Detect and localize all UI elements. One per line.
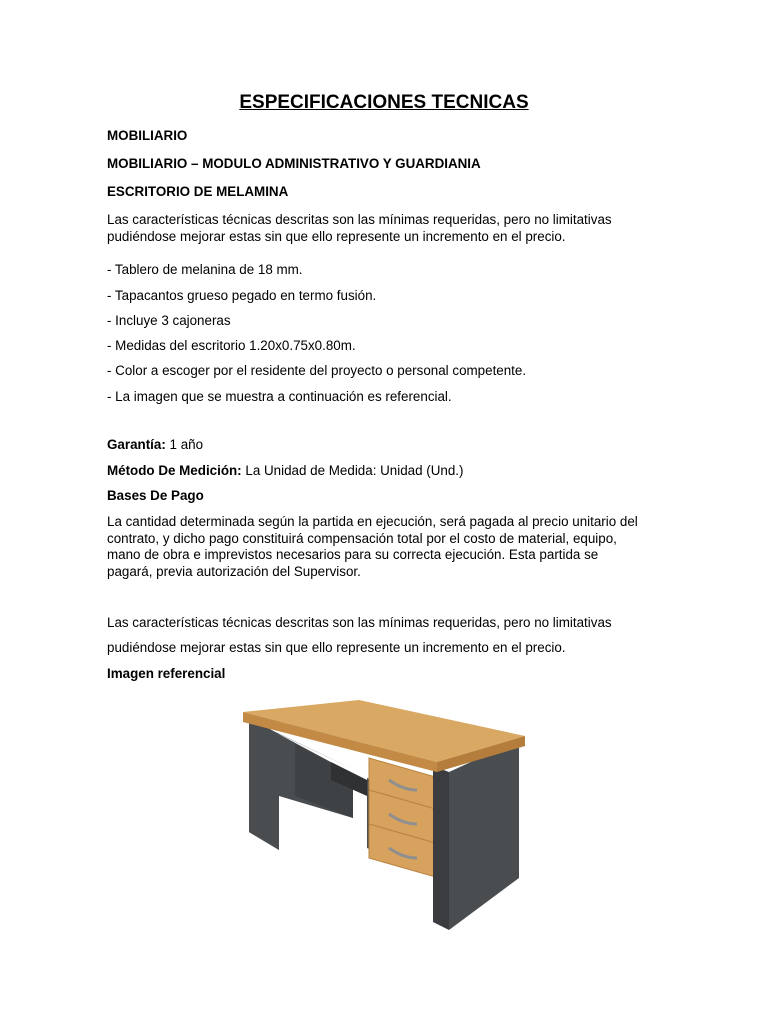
intro-line: pudiéndose mejorar estas sin que ello represente un incremento en el precio. <box>107 228 566 244</box>
bullet-item: - Tablero de melanina de 18 mm. <box>107 262 303 277</box>
item-heading: ESCRITORIO DE MELAMINA <box>107 184 289 199</box>
metodo-label: Método De Medición: <box>107 463 242 478</box>
closing-line: Las características técnicas descritas son las mínimas requeridas, pero no limitativas <box>107 615 612 630</box>
garantia-label: Garantía: <box>107 437 166 452</box>
bases-line: mano de obra e imprevistos necesarios para su correcta ejecución. Esta partida se <box>107 547 599 562</box>
garantia-row <box>107 437 667 453</box>
section-heading: MOBILIARIO <box>107 128 188 143</box>
closing-line: pudiéndose mejorar estas sin que ello represente un incremento en el precio. <box>107 640 566 655</box>
bullet-item: - La imagen que se muestra a continuación es referencial. <box>107 389 452 404</box>
bases-paragraph <box>107 514 667 580</box>
desk-right-panel-side <box>449 740 519 930</box>
intro-line: Las características técnicas descritas son las mínimas requeridas, pero no limitativas <box>107 212 612 227</box>
bases-line: contrato, y dicho pago constituirá compensación total por el costo de material, equipo, <box>107 530 617 546</box>
image-heading: Imagen referencial <box>107 666 226 681</box>
bullet-item: - Color a escoger por el residente del proyecto o personal competente. <box>107 363 527 378</box>
bases-line: La cantidad determinada según la partida en ejecución, será pagada al precio unitario del <box>107 514 638 529</box>
bases-heading: Bases De Pago <box>107 488 204 503</box>
metodo-row <box>107 463 667 479</box>
bullet-item: - Incluye 3 cajoneras <box>107 313 231 328</box>
intro-paragraph <box>107 212 667 245</box>
bases-line: pagará, previa autorización del Supervisor. <box>107 563 361 579</box>
bullet-item: - Medidas del escritorio 1.20x0.75x0.80m. <box>107 338 356 353</box>
metodo-value: La Unidad de Medida: Unidad (Und.) <box>245 463 464 478</box>
desk-right-panel-front <box>433 766 449 930</box>
garantia-value: 1 año <box>169 437 204 452</box>
desk-illustration <box>235 700 535 932</box>
bullet-item: - Tapacantos grueso pegado en termo fusión. <box>107 288 377 303</box>
subsection-heading: MOBILIARIO – MODULO ADMINISTRATIVO Y GUARDIANIA <box>107 156 481 171</box>
desk-reference-image <box>235 700 535 932</box>
document-title: ESPECIFICACIONES TECNICAS <box>239 92 529 113</box>
